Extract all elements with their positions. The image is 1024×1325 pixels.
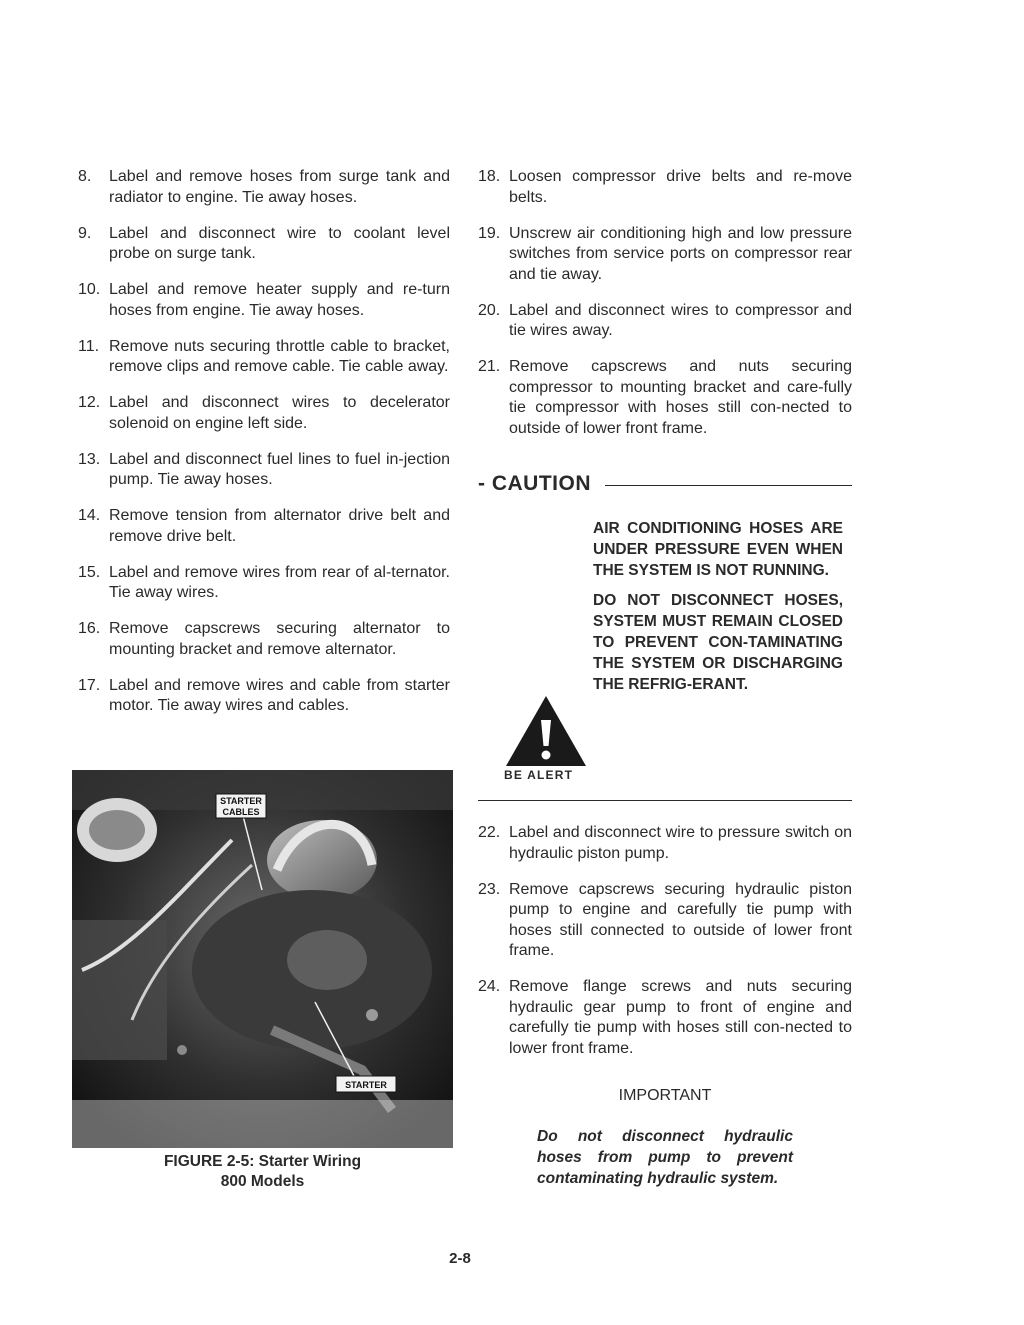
step-number: 10. bbox=[78, 281, 101, 298]
step-text: Label and disconnect fuel lines to fuel in-jection pump. Tie away hoses. bbox=[109, 450, 450, 488]
page-number: 2-8 bbox=[449, 1250, 471, 1267]
step-15 bbox=[78, 563, 450, 604]
step-text: Label and disconnect wire to pressure switch on hydraulic piston pump. bbox=[509, 824, 852, 862]
step-10 bbox=[78, 280, 450, 321]
step-text: Label and disconnect wires to compressor and tie wires away. bbox=[509, 301, 852, 339]
step-number: 14. bbox=[78, 507, 101, 524]
caution-paragraph-2: DO NOT DISCONNECT HOSES, SYSTEM MUST REMAIN CLOSED TO PREVENT CON-TAMINATING THE SYSTEM OR DISCHARGING THE REFRIG-ERANT. bbox=[593, 592, 843, 693]
step-9 bbox=[78, 224, 450, 265]
warning-triangle-icon bbox=[504, 694, 588, 768]
be-alert-label: BE ALERT bbox=[504, 768, 574, 782]
right-column-top bbox=[478, 167, 852, 455]
step-23 bbox=[478, 880, 852, 962]
step-text: Loosen compressor drive belts and re-move belts. bbox=[509, 168, 852, 206]
step-22 bbox=[478, 823, 852, 864]
step-text: Label and disconnect wires to decelerator solenoid on engine left side. bbox=[109, 394, 450, 432]
important-note bbox=[478, 1087, 852, 1189]
step-number: 22. bbox=[478, 824, 501, 841]
label-starter: STARTER bbox=[345, 1080, 387, 1090]
step-text: Unscrew air conditioning high and low pressure switches from service ports on compressor rear and tie away. bbox=[509, 224, 852, 283]
label-starter-cables-line1: STARTER bbox=[220, 796, 262, 806]
step-19 bbox=[478, 224, 852, 286]
step-number: 21. bbox=[478, 358, 501, 375]
step-number: 8. bbox=[78, 168, 92, 185]
step-text: Remove flange screws and nuts securing hydraulic gear pump to front of engine and carefully tie pump with hoses still con-nected to lower front frame. bbox=[509, 978, 852, 1057]
step-text: Label and remove hoses from surge tank and radiator to engine. Tie away hoses. bbox=[109, 168, 450, 206]
figure-caption bbox=[72, 1152, 453, 1192]
important-text: Do not disconnect hydraulic hoses from pump to prevent contaminating hydraulic system. bbox=[537, 1128, 793, 1187]
step-text: Remove nuts securing throttle cable to bracket, remove clips and remove cable. Tie cable away. bbox=[109, 337, 450, 375]
caution-rule bbox=[605, 485, 852, 486]
right-column-bottom bbox=[478, 823, 852, 1075]
step-number: 16. bbox=[78, 620, 101, 637]
caution-title: - CAUTION bbox=[478, 472, 591, 495]
step-8 bbox=[78, 167, 450, 208]
step-number: 15. bbox=[78, 563, 101, 581]
step-16 bbox=[78, 619, 450, 660]
step-text: Label and remove wires and cable from starter motor. Tie away wires and cables. bbox=[109, 676, 450, 714]
step-number: 12. bbox=[78, 394, 101, 411]
step-number: 11. bbox=[78, 337, 100, 355]
label-starter-cables-line2: CABLES bbox=[222, 807, 260, 817]
step-20 bbox=[478, 301, 852, 342]
step-number: 24. bbox=[478, 978, 501, 995]
caption-line-2: 800 Models bbox=[220, 1173, 305, 1190]
caution-body bbox=[593, 518, 843, 704]
caution-paragraph-1: AIR CONDITIONING HOSES ARE UNDER PRESSURE EVEN WHEN THE SYSTEM IS NOT RUNNING. bbox=[593, 520, 843, 579]
starter-wiring-photo bbox=[72, 770, 453, 1148]
step-text: Label and disconnect wire to coolant level probe on surge tank. bbox=[109, 224, 450, 262]
step-17 bbox=[78, 676, 450, 717]
step-text: Remove capscrews securing alternator to mounting bracket and remove alternator. bbox=[109, 620, 450, 658]
step-21 bbox=[478, 357, 852, 439]
step-number: 17. bbox=[78, 676, 101, 694]
step-text: Label and remove heater supply and re-turn hoses from engine. Tie away hoses. bbox=[109, 281, 450, 319]
step-13 bbox=[78, 450, 450, 491]
caution-bottom-rule bbox=[478, 800, 852, 801]
caution-box bbox=[478, 472, 852, 802]
step-11 bbox=[78, 337, 450, 378]
caution-header bbox=[478, 472, 852, 496]
important-title: IMPORTANT bbox=[618, 1087, 712, 1104]
step-number: 9. bbox=[78, 224, 92, 242]
step-12 bbox=[78, 393, 450, 434]
step-14 bbox=[78, 506, 450, 547]
step-number: 13. bbox=[78, 450, 101, 468]
step-18 bbox=[478, 167, 852, 208]
step-number: 19. bbox=[478, 224, 501, 242]
step-text: Remove capscrews securing hydraulic piston pump to engine and carefully tie pump with hoses still connected to outside of lower front frame. bbox=[509, 880, 852, 959]
left-column bbox=[78, 167, 450, 732]
step-text: Remove capscrews and nuts securing compressor to mounting bracket and care-fully tie compressor with hoses still con-nected to outside of lower front frame. bbox=[509, 358, 852, 437]
step-number: 23. bbox=[478, 880, 501, 898]
step-text: Remove tension from alternator drive belt and remove drive belt. bbox=[109, 507, 450, 545]
step-number: 18. bbox=[478, 168, 501, 185]
step-number: 20. bbox=[478, 301, 501, 319]
step-24 bbox=[478, 977, 852, 1059]
caption-line-1: FIGURE 2-5: Starter Wiring bbox=[163, 1153, 362, 1170]
step-text: Label and remove wires from rear of al-ternator. Tie away wires. bbox=[109, 563, 450, 601]
